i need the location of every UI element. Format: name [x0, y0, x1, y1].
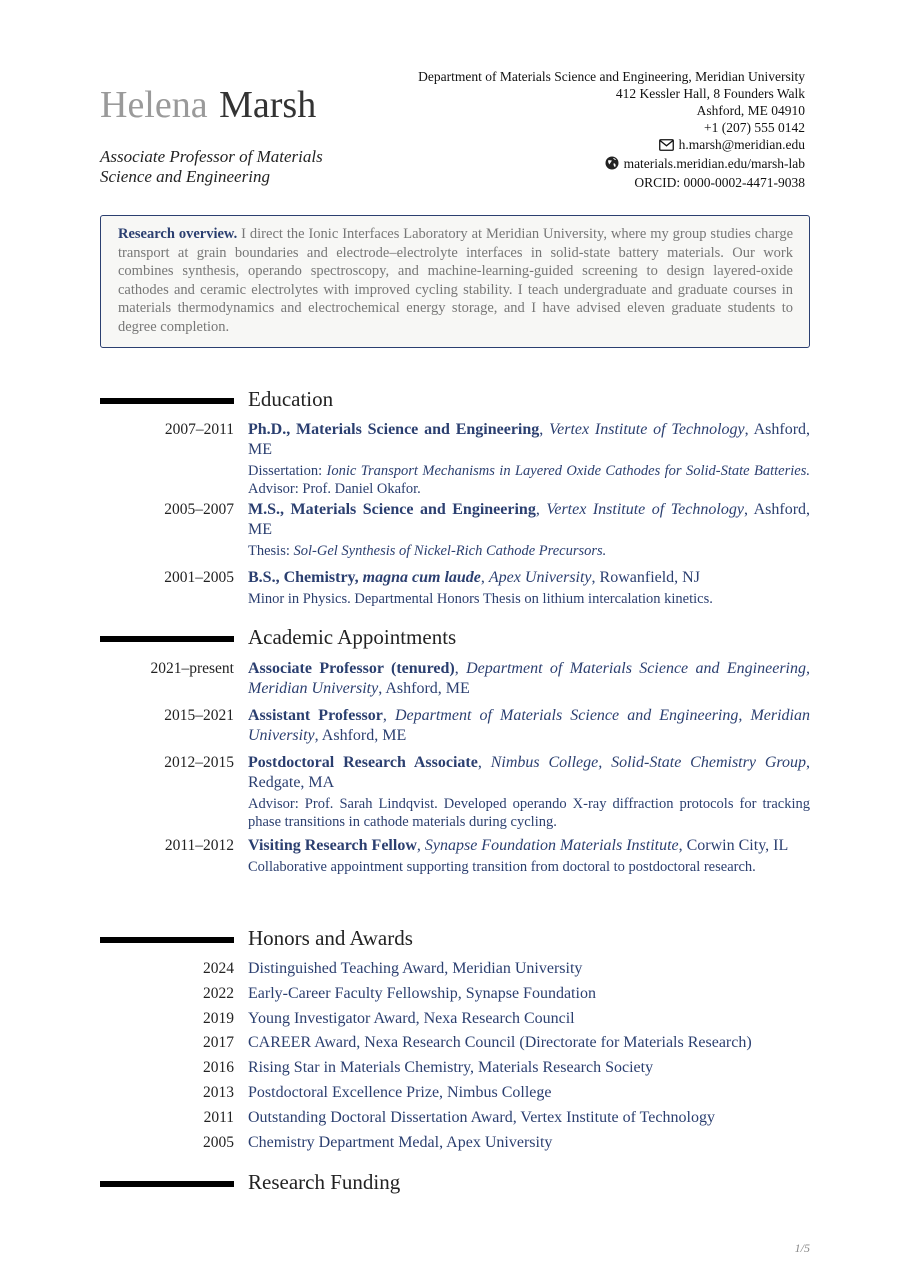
degree-honors: magna cum laude: [362, 569, 481, 586]
award-year: 2017: [203, 1034, 234, 1051]
section-rule: [100, 398, 234, 404]
award-item: [100, 1058, 810, 1080]
contact-phone: +1 (207) 555 0142: [704, 120, 805, 135]
last-name: Marsh: [219, 84, 317, 126]
institution: Vertex Institute of Technology: [546, 501, 744, 518]
role: Postdoctoral Research Associate: [248, 754, 478, 771]
award-year: 2022: [203, 985, 234, 1002]
first-name: Helena: [100, 84, 208, 126]
contact-address: 412 Kessler Hall, 8 Founders Walk: [615, 86, 805, 101]
globe-icon: [605, 156, 619, 174]
section-education: [100, 386, 810, 412]
award-year: 2016: [203, 1059, 234, 1076]
contact-block: [418, 68, 805, 191]
note-label: Thesis:: [248, 543, 294, 559]
dissertation-title: Ionic Transport Mechanisms in Layered Oxide Cathodes for Solid-State Batteries.: [326, 463, 810, 479]
degree: M.S., Materials Science and Engineering: [248, 501, 536, 518]
degree: Ph.D., Materials Science and Engineering: [248, 421, 540, 438]
award-item: [100, 1133, 810, 1155]
entry-date: 2021–present: [150, 660, 234, 677]
award-year: 2005: [203, 1134, 234, 1151]
section-funding: [100, 1169, 810, 1195]
section-rule: [100, 1181, 234, 1187]
award-year: 2019: [203, 1010, 234, 1027]
award-text: Early-Career Faculty Fellowship, Synapse Foundation: [248, 985, 596, 1002]
location: Corwin City, IL: [686, 837, 789, 854]
cv-name: [100, 86, 316, 124]
award-year: 2024: [203, 960, 234, 977]
contact-email-row[interactable]: [418, 136, 805, 155]
organization: Department of Materials Science and Engineering, Meridian University: [248, 660, 810, 697]
research-overview-box: [100, 215, 810, 348]
degree: B.S., Chemistry,: [248, 569, 363, 586]
note-rest: Advisor: Prof. Daniel Okafor.: [248, 481, 421, 497]
contact-orcid: ORCID: 0000-0002-4471-9038: [634, 175, 805, 190]
location: Ashford, ME: [248, 501, 811, 538]
section-rule: [100, 636, 234, 642]
award-item: [100, 959, 810, 981]
award-text: Chemistry Department Medal, Apex University: [248, 1134, 553, 1151]
organization: Department of Materials Science and Engineering, Meridian University: [248, 707, 810, 744]
location: Rowanfield, NJ: [599, 569, 700, 586]
award-year: 2013: [203, 1084, 234, 1101]
section-title: Education: [248, 387, 334, 411]
organization: Nimbus College, Solid-State Chemistry Group: [490, 754, 807, 771]
section-appointments: [100, 624, 810, 650]
entry-date: 2015–2021: [164, 707, 234, 724]
institution: Apex University: [488, 569, 592, 586]
contact-department: Department of Materials Science and Engineering, Meridian University: [418, 69, 805, 84]
role: Visiting Research Fellow: [248, 837, 417, 854]
award-item: [100, 1009, 810, 1031]
location: Ashford, ME: [385, 680, 470, 697]
contact-city: Ashford, ME 04910: [696, 103, 805, 118]
entry-note: Minor in Physics. Departmental Honors Thesis on lithium intercalation kinetics.: [248, 591, 713, 607]
entry-date: 2011–2012: [164, 837, 234, 854]
entry-note: Collaborative appointment supporting transition from doctoral to postdoctoral research.: [248, 859, 756, 875]
award-text: Rising Star in Materials Chemistry, Materials Research Society: [248, 1059, 654, 1076]
section-title: Academic Appointments: [248, 625, 457, 649]
award-text: Outstanding Doctoral Dissertation Award, Vertex Institute of Technology: [248, 1109, 715, 1126]
award-text: Young Investigator Award, Nexa Research Council: [248, 1010, 575, 1027]
cv-page: Helena Marsh Associate Professor of Materials Science and Engineering Department of Materials Science and Engineering, Meridian University 412 Kessler Hall, 8 Founders Walk Ashford, ME 04910 +1 (207) 555 0142 h.marsh@meridian.edu materials.meridian.edu/marsh-lab ORCID: 0000-0002-4471-9038 Research overview. I direct the Ionic Interfaces Laboratory at Meridian University, where my group studies charge transport at grain boundaries and electrode–electrolyte interfaces in solid-state battery materials. Our work combines synthesis, operando spectroscopy, and machine-learning-guided screening to design layered-oxide cathodes and ceramic electrolytes with improved cycling stability. I teach undergraduate and graduate courses in materials thermodynamics and electrochemical energy storage, and I have advised eleven graduate students to degree completion. Education 2007–2011 Ph.D., Materials Science and Engineering, Vertex Institute of Technology, Ashford, ME Dissertation: Ionic Transport Mechanisms in Layered Oxide Cathodes for Solid-State Batteries. Advisor: Prof. Daniel Okafor. 2005–2007 M.S., Materials Science and Engineering, Vertex Institute of Technology, Ashford, ME Thesis: Sol-Gel Synthesis of Nickel-Rich Cathode Precursors. 2001–2005 B.S., Chemistry, magna cum laude, Apex University, Rowanfield, NJ Minor in Physics. Departmental Honors Thesis on lithium intercalation kinetics. Academic Appointments 2021–present Associate Professor (tenured), Department of Materials Science and Engineering, Meridian University, Ashford, ME 2015–2021 Assistant Professor, Department of Materials Science and Engineering, Meridian University, Ashford, ME 2012–2015 Postdoctoral Research Associate, Nimbus College, Solid-State Chemistry Group, Redgate, MA Advisor: Prof. Sarah Lindqvist. Developed operando X-ray diffraction protocols for tracking phase transitions in cathode materials during cycling. 2011–2012 Visiting Research Fellow, Synapse Foundation Materials Institute, Corwin City, IL Collaborative appointment supporting transition from doctoral to postdoctoral research. Honors and Awards 2024 Distinguished Teaching Award, Meridian University 2022 Early-Career Faculty Fellowship, Synapse Foundation 2019 Young Investigator Award, Nexa Research Council 2017 CAREER Award, Nexa Research Council (Directorate for Materials Research) 2016 Rising Star in Materials Chemistry, Materials Research Society 2013 Postdoctoral Excellence Prize, Nimbus College 2011 Outstanding Doctoral Dissertation Award, Vertex Institute of Technology 2005 Chemistry Department Medal, Apex University Research Funding 1/5: [100, 69, 811, 1255]
contact-website-row[interactable]: [418, 155, 805, 174]
award-text: Postdoctoral Excellence Prize, Nimbus College: [248, 1084, 552, 1101]
contact-website[interactable]: materials.meridian.edu/marsh-lab: [623, 156, 805, 171]
page-number: 1/5: [794, 1241, 810, 1255]
overview-text: I direct the Ionic Interfaces Laboratory at Meridian University, where my group studies charge transport at grain boundaries and electrode–electrolyte interfaces in solid-state battery materials. Our work combines synthesis, operando spectroscopy, and machine-learning-guided screening to design layered-oxide cathodes and ceramic electrolytes with improved cycling stability. I teach undergraduate and graduate courses in materials thermodynamics and electrochemical energy storage, and I have advised eleven graduate students to degree completion.: [118, 226, 794, 335]
contact-email[interactable]: h.marsh@meridian.edu: [678, 137, 805, 152]
location: Redgate, MA: [248, 774, 335, 791]
overview-lead: Research overview.: [118, 226, 238, 242]
award-year: 2011: [203, 1109, 234, 1126]
job-title: Associate Professor of Materials Science and Engineering: [100, 147, 323, 186]
institution: Vertex Institute of Technology: [549, 421, 745, 438]
section-rule: [100, 937, 234, 943]
section-title: Honors and Awards: [248, 926, 413, 950]
note-label: Dissertation:: [248, 463, 327, 479]
entry-date: 2005–2007: [164, 501, 234, 518]
entry-note: Advisor: Prof. Sarah Lindqvist. Developed operando X-ray diffraction protocols for tracking phase transitions in cathode materials during cycling.: [248, 796, 810, 830]
award-item: [100, 1033, 810, 1055]
section-title: Research Funding: [248, 1170, 401, 1194]
entry-date: 2012–2015: [164, 754, 234, 771]
organization: Synapse Foundation Materials Institute: [424, 837, 679, 854]
role: Associate Professor (tenured): [248, 660, 455, 677]
award-item: [100, 1083, 810, 1105]
award-item: [100, 1108, 810, 1130]
role: Assistant Professor: [248, 707, 383, 724]
section-honors: [100, 925, 810, 951]
award-text: Distinguished Teaching Award, Meridian University: [248, 960, 583, 977]
location: Ashford, ME: [321, 727, 407, 744]
entry-date: 2001–2005: [164, 569, 234, 586]
envelope-icon: [659, 138, 674, 155]
award-text: CAREER Award, Nexa Research Council (Directorate for Materials Research): [248, 1034, 752, 1051]
thesis-title: Sol-Gel Synthesis of Nickel-Rich Cathode Precursors.: [293, 543, 607, 559]
location: Ashford, ME: [248, 421, 811, 458]
entry-date: 2007–2011: [164, 421, 234, 438]
award-item: [100, 984, 810, 1006]
